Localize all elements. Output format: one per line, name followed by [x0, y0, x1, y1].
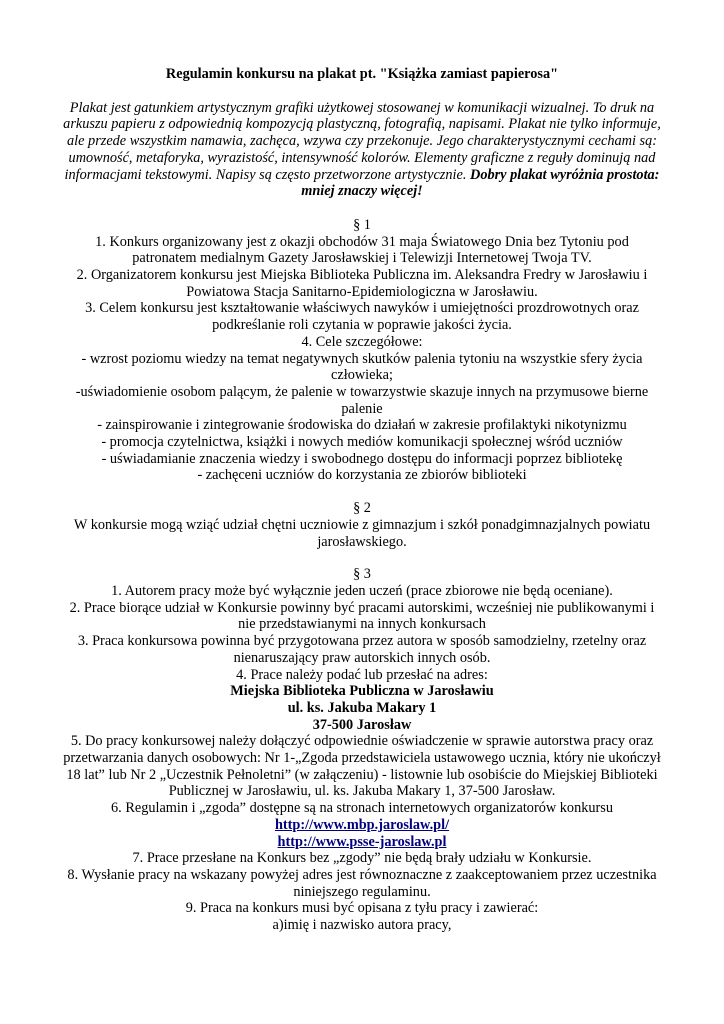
goal-item: -uświadomienie osobom palącym, że palenie w towarzystwie skazuje innych na przymusowe bierne palenie: [75, 383, 649, 417]
document-title: Regulamin konkursu na plakat pt. "Książka zamiast papierosa": [165, 66, 559, 82]
paragraph: 5. Do pracy konkursowej należy dołączyć odpowiednie oświadczenie w sprawie autorstwa pracy oraz przetwarzania danych osobowych: Nr 1-„Zgoda przedstawiciela ustawowego ucznia, który nie ukończył 18 lat” lub Nr 2 „Uczestnik Pełnoletni” (w załączeniu) - listownie lub osobiście do Miejskiej Biblioteki Publicznej w Jarosławiu, ul. ks. Jakuba Makary 1, 37-500 Jarosław.: [63, 733, 661, 800]
section-heading: § 2: [353, 500, 371, 517]
intro-paragraph: [62, 100, 662, 200]
paragraph: 3. Praca konkursowa powinna być przygotowana przez autora w sposób samodzielny, rzetelny oraz nienaruszający praw autorskich innych osób.: [77, 633, 647, 666]
section-heading: § 3: [353, 566, 371, 583]
paragraph: 8. Wysłanie pracy na wskazany powyżej adres jest równoznaczne z zaakceptowaniem przez uczestnika niniejszego regulaminu.: [67, 866, 657, 900]
address-line: Miejska Biblioteka Publiczna w Jarosławiu: [230, 683, 494, 700]
psse-link[interactable]: http://www.psse-jaroslaw.pl: [277, 833, 447, 850]
paragraph: 1. Autorem pracy może być wyłącznie jeden uczeń (prace zbiorowe nie będą oceniane).: [111, 582, 613, 599]
section-3: [62, 566, 662, 933]
paragraph: 1. Konkurs organizowany jest z okazji obchodów 31 maja Światowego Dnia bez Tytoniu pod patronatem medialnym Gazety Jarosławskiej i Telewizji Internetowej Twoja TV.: [95, 233, 629, 267]
paragraph: 4. Cele szczegółowe:: [301, 333, 423, 350]
intro-emphasis: Dobry plakat wyróżnia prostota: mniej znaczy więcej!: [301, 166, 660, 200]
paragraph: a)imię i nazwisko autora pracy,: [272, 917, 452, 934]
section-heading: § 1: [353, 216, 371, 233]
goal-item: - zainspirowanie i zintegrowanie środowiska do działań w zakresie profilaktyki nikotynizmu: [97, 417, 627, 434]
paragraph: 3. Celem konkursu jest kształtowanie właściwych nawyków i umiejętności prozdrowotnych oraz podkreślanie roli czytania w poprawie jakości życia.: [85, 300, 639, 334]
address-line: ul. ks. Jakuba Makary 1: [287, 699, 437, 716]
paragraph: 2. Prace biorące udział w Konkursie powinny być pracami autorskimi, wcześniej nie publikowanymi i nie przedstawianymi na innych konkursach: [69, 599, 655, 633]
mbp-link[interactable]: http://www.mbp.jaroslaw.pl/: [274, 816, 450, 833]
paragraph: 9. Praca na konkurs musi być opisana z tyłu pracy i zawierać:: [185, 900, 539, 917]
goal-item: - promocja czytelnictwa, książki i nowych mediów komunikacji społecznej wśród uczniów: [101, 434, 623, 451]
goal-item: - zachęceni uczniów do korzystania ze zbiorów biblioteki: [197, 467, 527, 484]
goal-item: - uświadamianie znaczenia wiedzy i swobodnego dostępu do informacji poprzez bibliotekę: [101, 450, 623, 467]
address-line: 37-500 Jarosław: [312, 716, 412, 733]
paragraph: 7. Prace przesłane na Konkurs bez „zgody” nie będą brały udziału w Konkursie.: [132, 850, 592, 867]
section-2: [62, 500, 662, 550]
intro-text: Plakat jest gatunkiem artystycznym grafiki użytkowej stosowanej w komunikacji wizualnej. To druk na arkuszu papieru z odpowiednią kompozycją plastyczną, fotografią, napisami. Plakat nie tylko informuje, ale przede wszystkim namawia, zachęca, wzywa czy przekonuje. Jego charakterystycznymi cechami są: umowność, metaforyka, wyrazistość, intensywność kolorów. Elementy graficzne z reguły dominują nad informacjami tekstowymi. Napisy są często przetworzone artystycznie.: [63, 99, 661, 183]
paragraph: 4. Prace należy podać lub przesłać na adres:: [236, 666, 488, 683]
paragraph: 2. Organizatorem konkursu jest Miejska Biblioteka Publiczna im. Aleksandra Fredry w Jarosławiu i Powiatowa Stacja Sanitarno-Epidemiologiczna w Jarosławiu.: [76, 267, 648, 300]
paragraph: W konkursie mogą wziąć udział chętni uczniowie z gimnazjum i szkół ponadgimnazjalnych powiatu jarosławskiego.: [73, 516, 651, 550]
paragraph: 6. Regulamin i „zgoda” dostępne są na stronach internetowych organizatorów konkursu: [111, 800, 613, 817]
section-1: [62, 217, 662, 484]
goal-item: - wzrost poziomu wiedzy na temat negatywnych skutków palenia tytoniu na wszystkie sfery życia człowieka;: [81, 350, 643, 384]
